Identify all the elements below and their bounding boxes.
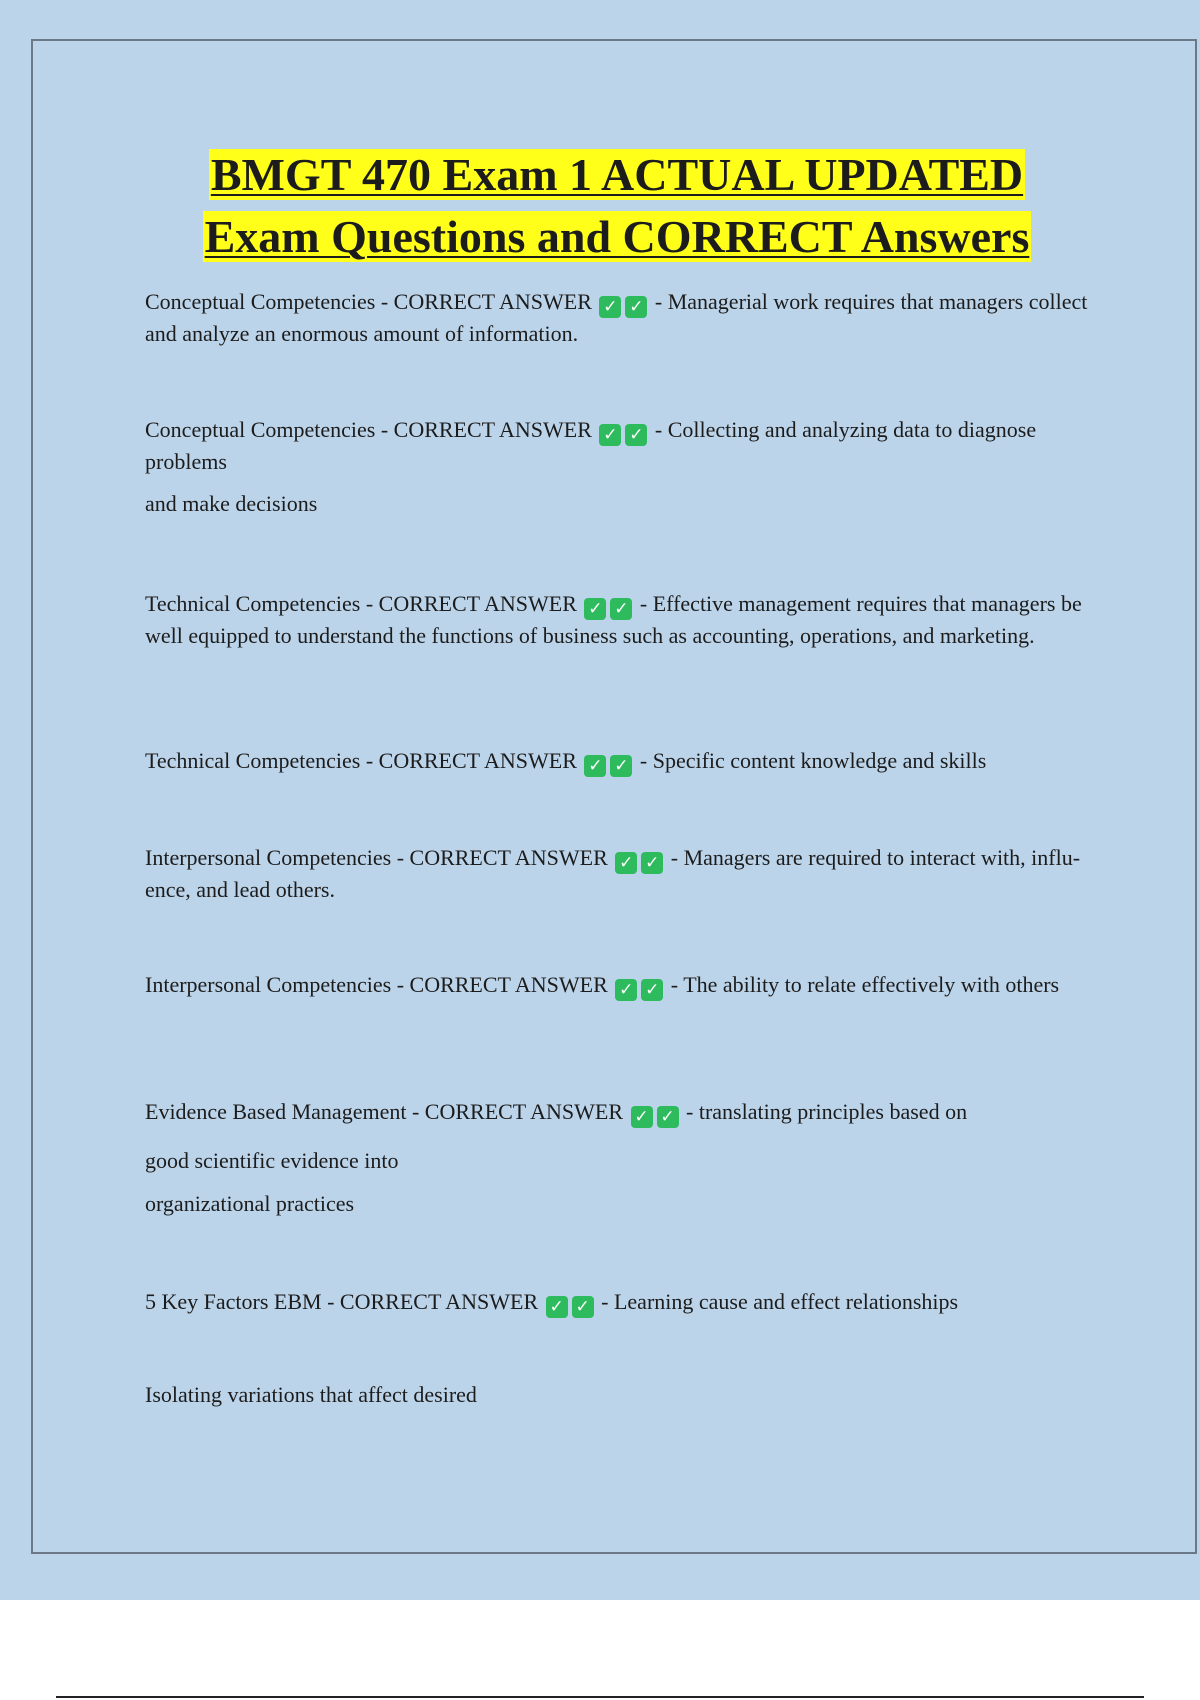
check-mark-icon: ✓: [599, 424, 621, 446]
qa-question: Conceptual Competencies - CORRECT ANSWER: [145, 417, 592, 442]
qa-entry: [145, 1286, 1105, 1318]
check-mark-icon: ✓: [641, 852, 663, 874]
qa-answer: - Managerial work requires that managers collect and analyze an enormous amount of information.: [145, 289, 1088, 346]
check-mark-icon: ✓: [625, 296, 647, 318]
qa-answer: - translating principles based on: [686, 1099, 968, 1124]
qa-text: [145, 1286, 1105, 1318]
footer-divider: [56, 1696, 1144, 1698]
check-mark-icon: ✓: [657, 1106, 679, 1128]
qa-question: Isolating variations that affect desired: [145, 1382, 477, 1407]
qa-text: [145, 842, 1105, 905]
qa-answer-continued: organizational practices: [145, 1191, 355, 1216]
qa-text: [145, 414, 1105, 477]
qa-question: 5 Key Factors EBM - CORRECT ANSWER: [145, 1289, 539, 1314]
qa-entry: [145, 969, 1105, 1001]
qa-entry: [145, 588, 1105, 651]
check-mark-icon: ✓: [615, 979, 637, 1001]
qa-question: Evidence Based Management - CORRECT ANSWER: [145, 1099, 624, 1124]
check-mark-icon: ✓: [615, 852, 637, 874]
qa-question: Technical Competencies - CORRECT ANSWER: [145, 748, 577, 773]
qa-entry: [145, 842, 1105, 905]
check-mark-icon: ✓: [610, 598, 632, 620]
check-mark-icon: ✓: [584, 755, 606, 777]
title-line-2: Exam Questions and CORRECT Answers: [204, 211, 1030, 262]
qa-entry: [145, 1379, 1105, 1410]
qa-answer-continued: good scientific evidence into: [145, 1148, 399, 1173]
check-mark-icon: ✓: [641, 979, 663, 1001]
check-mark-icon: ✓: [599, 296, 621, 318]
check-mark-icon: ✓: [610, 755, 632, 777]
qa-text: [145, 588, 1105, 651]
qa-answer: - Specific content knowledge and skills: [639, 748, 987, 773]
document-title: [0, 144, 1200, 268]
check-mark-icon: ✓: [546, 1296, 568, 1318]
qa-question: Interpersonal Competencies - CORRECT ANSWER: [145, 845, 608, 870]
qa-answer: - Collecting and analyzing data to diagnose problems: [145, 417, 1037, 474]
qa-entry: [145, 414, 1105, 519]
check-mark-icon: ✓: [631, 1106, 653, 1128]
qa-text: [145, 1379, 1105, 1410]
qa-text: [145, 286, 1105, 349]
qa-answer-continued: and make decisions: [145, 491, 318, 516]
qa-entry: [145, 286, 1105, 349]
qa-question: Technical Competencies - CORRECT ANSWER: [145, 591, 577, 616]
qa-text: [145, 969, 1105, 1001]
title-line-1: BMGT 470 Exam 1 ACTUAL UPDATED: [210, 149, 1024, 200]
qa-entry: [145, 745, 1105, 777]
qa-text: [145, 1096, 1105, 1128]
qa-answer: - The ability to relate effectively with others: [670, 972, 1060, 997]
qa-entry: [145, 1096, 1105, 1219]
qa-text: [145, 745, 1105, 777]
qa-answer: - Effective management requires that managers be well equipped to understand the functions of business such as accounting, operations, and marketing.: [145, 591, 1082, 648]
qa-answer: - Managers are required to interact with, influ-ence, and lead others.: [145, 845, 1081, 902]
qa-question: Interpersonal Competencies - CORRECT ANSWER: [145, 972, 608, 997]
check-mark-icon: ✓: [625, 424, 647, 446]
qa-answer: - Learning cause and effect relationships: [601, 1289, 959, 1314]
qa-question: Conceptual Competencies - CORRECT ANSWER: [145, 289, 592, 314]
check-mark-icon: ✓: [572, 1296, 594, 1318]
check-mark-icon: ✓: [584, 598, 606, 620]
